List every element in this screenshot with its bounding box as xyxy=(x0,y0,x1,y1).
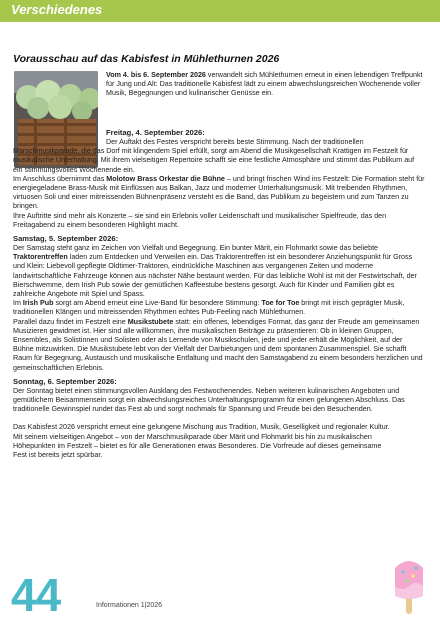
intro-paragraph xyxy=(106,71,426,99)
intro-dates: Vom 4. bis 6. September 2026 xyxy=(106,71,206,79)
saturday-p3-text-a: Parallel dazu findet im Festzelt eine xyxy=(13,317,128,326)
friday-paragraph-2 xyxy=(13,175,425,212)
saturday-paragraph-3 xyxy=(13,318,425,373)
saturday-paragraph-2 xyxy=(13,299,425,317)
saturday-p1-text-a: Der Samstag steht ganz im Zeichen von Vielfalt und Begegnung. Ein bunter Märit, ein Flohmarkt sowie das beliebte xyxy=(13,244,379,253)
article-title: Vorausschau auf das Kabisfest in Mühlethurnen 2026 xyxy=(13,53,280,65)
friday-p2-text-b: – und bringt frischen Wind ins Festzelt: Die Formation steht für energiegeladene Brass-Musik mit Einflüssen aus Balkan, Jazz und moderner Unterhaltungsmusik. Mit treibenden Rhythmen, virtuosen Soli und einer mitreissenden Bühnenpräsenz versteht es die Band, das Publikum zu begeistern und zum Tanzen zu bringen. xyxy=(13,174,425,211)
friday-heading: Freitag, 4. September 2026: xyxy=(106,128,205,137)
musikstubete-label: Musikstubete xyxy=(127,317,174,326)
friday-p2-text-a: Im Anschluss übernimmt das xyxy=(13,174,107,183)
tractor-meeting-label: Traktorentreffen xyxy=(13,253,68,262)
publication-label: Informationen 1|2026 xyxy=(96,602,163,609)
saturday-p2-text-c: bringt mit irisch geprägter Musik, traditionellen Klängen und mitreissenden Rhythmen echtes Pub-Feeling nach Mühlethurnen. xyxy=(13,299,405,317)
sunday-heading: Sonntag, 6. September 2026: xyxy=(13,376,117,386)
section-title: Verschiedenes xyxy=(11,2,103,17)
friday-paragraph-1: Der Auftakt des Festes verspricht bereits beste Stimmung. Nach der traditionellen Marschmusikparade, die das Dorf mit klingendem Spiel erfüllt, sorgt am Abend die Musikgesellschaft Krattigen im Festzelt für musikalische Unterhaltung. Mit ihrem vielseitigen Repertoire schafft sie eine festliche Atmosphäre und stimmt das Publikum auf ein stimmungsvolles Wochenende ein. xyxy=(13,138,415,174)
article-body xyxy=(13,128,425,460)
friday-band-name: Molotow Brass Orkestar die Bühne xyxy=(106,174,225,183)
band-toe-for-toe: Toe for Toe xyxy=(261,299,300,308)
irish-pub-label: Irish Pub xyxy=(22,299,54,308)
saturday-p2-text-b: sorgt am Abend erneut eine Live-Band für besondere Stimmung: xyxy=(53,299,262,308)
friday-paragraph-3: Ihre Auftritte sind mehr als Konzerte – sie sind ein Erlebnis voller Leidenschaft und musikalischer Spielfreude, das den Freitagabend zu einem besonderen Highlight macht. xyxy=(13,211,387,229)
saturday-paragraph-1 xyxy=(13,244,425,299)
saturday-p2-text-a: Im xyxy=(13,299,23,308)
saturday-heading: Samstag, 5. September 2026: xyxy=(13,234,119,244)
ice-cream-icon xyxy=(392,556,426,621)
saturday-p3-text-b: statt: ein offenes, lebendiges Format, das ganz der Freude am gemeinsamen Musizieren gewidmet ist. Hier sind alle willkommen, ihre musikalischen Beiträge zu präsentieren: Ob in kleinen Gruppen, Ensembles, als Solistinnen und Solisten oder als Lernende von Musikschulen, jede und jeder erhält die Möglichkeit, auf der Bühne mitzuwirken. Die Musikstubete lebt von der Vielfalt der Darbietungen und dem spontanen Zusammenspiel. Sie schafft Raum für Begegnung, Austausch und musikalische Entfaltung und macht den Samstagabend zu einem besonders herzlichen und gemeinschaftlichen Erlebnis. xyxy=(13,317,423,372)
intro-text: verwandelt sich Mühlethurnen erneut in einen lebendigen Treffpunkt für Jung und Alt: Das traditionelle Kabisfest lädt zu einem abwechslungsreichen Wochenende voller Musik, Begegnungen und kulinarischer Genüsse ein. xyxy=(106,71,423,98)
saturday-p1-text-b: laden zum Entdecken und Verweilen ein. Das Traktorentreffen ist ein besonderer Anziehungspunkt für Gross und Klein: Liebevoll gepflegte Oldtimer-Traktoren, eindrückliche Maschinen aus vergangenen Zeiten und moderne landwirtschaftliche Fahrzeuge können aus nächster Nähe bestaunt werden. Für das leibliche Wohl ist mit der Festwirtschaft, der Bierschwemme, dem Irish Pub sowie der gemütlichen Kaffeestube bestens gesorgt. Auch für Kinder und Familien gibt es zahlreiche Angebote mit Spiel und Spass. xyxy=(13,253,417,299)
sunday-paragraph-1: Der Sonntag bietet einen stimmungsvollen Ausklang des Festwochenendes. Neben weiteren kulinarischen Angeboten und gemütlichem Beisammensein sorgt ein abwechslungsreiches Unterhaltungsprogramm für einen gelungenen Abschluss. Das traditionelle Gewinnspiel rundet das Fest ab und sorgt nochmals für Spannung und Freude bei den Besuchenden. xyxy=(13,386,405,414)
closing-paragraph: Das Kabisfest 2026 verspricht erneut eine gelungene Mischung aus Tradition, Musik, Geselligkeit und regionaler Kultur. Mit seinem vielseitigen Angebot – von der Marschmusikparade über Märit und Flohmarkt bis hin zu musikalischen Höhepunkten im Festzelt – bietet es für alle Generationen etwas Besonderes. Die Vorfreude auf dieses gemeinsame Fest ist bereits jetzt spürbar. xyxy=(13,423,390,460)
section-header-bar xyxy=(0,0,440,22)
page-number: 44 xyxy=(11,569,61,621)
